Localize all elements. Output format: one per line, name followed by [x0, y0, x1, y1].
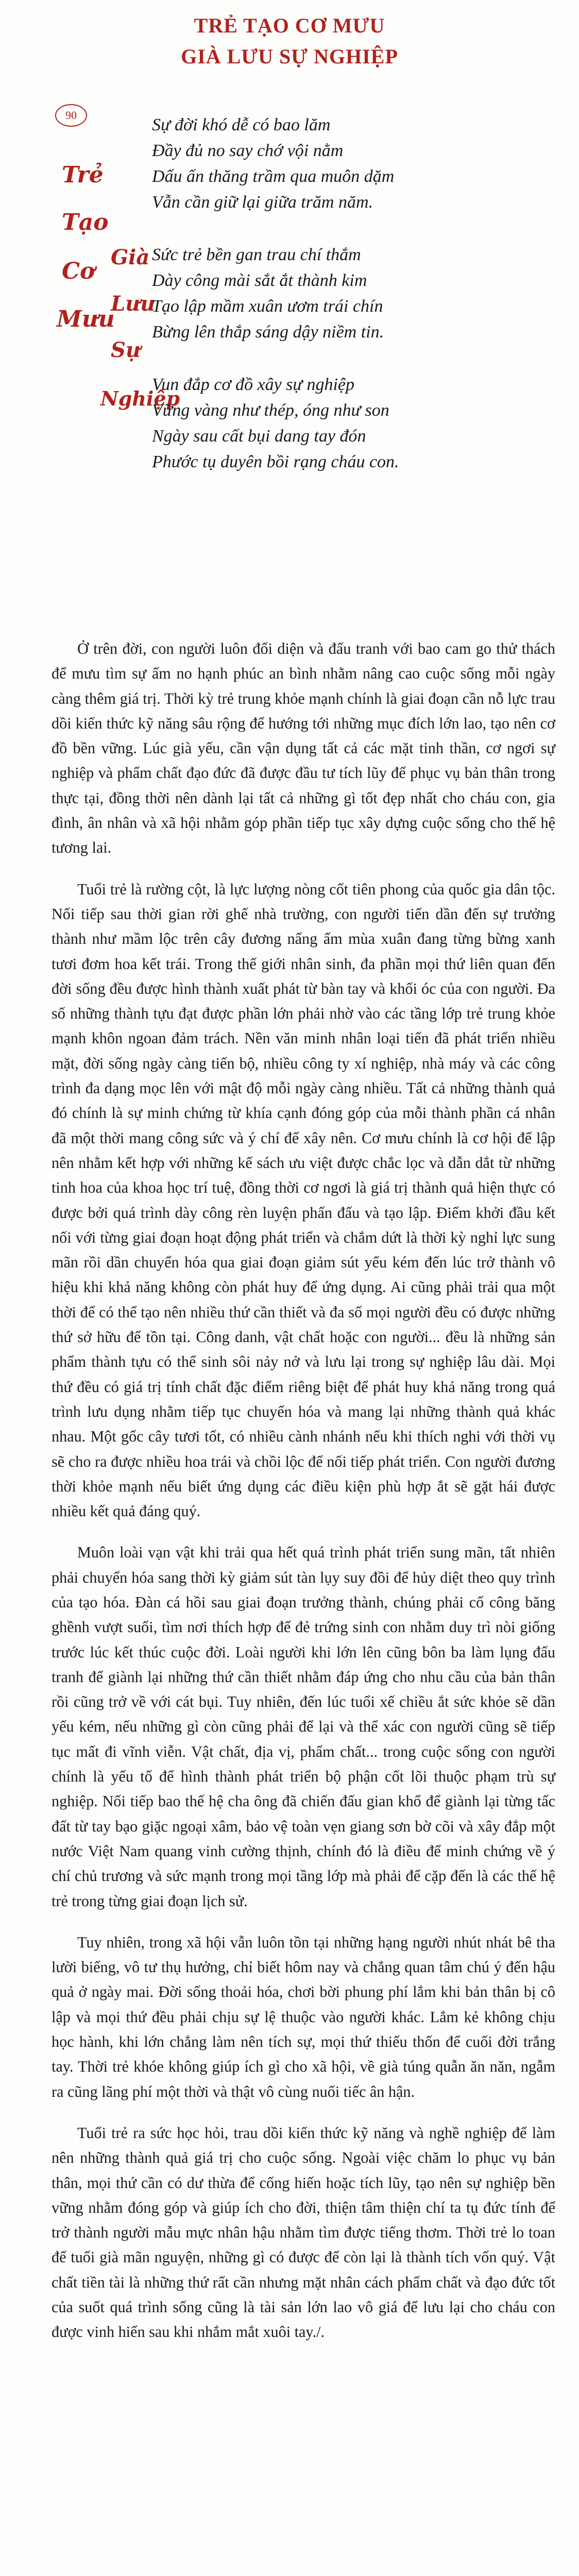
poem-line: Đầy đủ no say chớ vội nằm — [152, 141, 344, 160]
calligraphy-word: Cơ — [62, 258, 95, 284]
body-paragraph: Tuổi trẻ ra sức học hỏi, trau dồi kiến thức kỹ năng và nghề nghiệp để làm nên những thành quả giá trị cho cuộc sống. Ngoài việc chăm lo phục vụ bản thân, mọi thứ cần có dư thừa để cống hiến hoặc tích lũy, tạo nên sự nghiệp bền vững nhằm đóng góp và giúp ích cho đời, thiện tâm thiện chí ta tụ đức tính để trở thành người mẫu mực nhân hậu nhằm tìm được tiếng thơm. Thời trẻ lo toan để tuổi già mãn nguyện, những gì có được để còn lại là thành tích vốn quý. Vật chất tiền tài là những thứ rất cần nhưng mặt nhân cách phẩm chất và đạo đức tốt của suốt quá trình sống cũng là tài sản lớn lao vô giá để lưu lại cho cháu con được vinh hiển sau khi nhắm mắt xuôi tay./. — [52, 2124, 555, 2341]
poem-line: Vững vàng như thép, óng như son — [152, 401, 389, 420]
body-paragraph: Ở trên đời, con người luôn đối diện và đấu tranh với bao cam go thử thách để mưu tìm sự ấm no hạnh phúc an bình nhằm nâng cao cuộc sống mỗi ngày càng thêm giá trị. Thời kỳ trẻ trung khỏe mạnh chính là giai đoạn cần nỗ lực trau dồi kiến thức kỹ năng sâu rộng để hướng tới những mục đích lớn lao, tạo nên cơ đồ bền vững. Lúc già yếu, cần vận dụng tất cả các mặt tinh thần, cơ ngơi sự nghiệp và phẩm chất đạo đức đã được đầu tư tích lũy để phục vụ bản thân trong thực tại, đồng thời nên dành lại tất cả những gì tốt đẹp nhất cho cháu con, gia đình, ân nhân và xã hội nhằm góp phần tiếp tục xây dựng cuộc sống cho thế hệ tương lai. — [52, 640, 555, 857]
poem-line: Bừng lên thắp sáng dậy niềm tin. — [152, 323, 384, 342]
body-paragraph: Tuổi trẻ là rường cột, là lực lượng nòng cốt tiên phong của quốc gia dân tộc. Nối tiếp sau thời gian rời ghế nhà trường, con người tiến dần đến sự trưởng thành như mầm lộc trên cây đương nẩng ấm mùa xuân đang từng bừng xanh tươi đơm hoa kết trái. Trong thế giới nhân sinh, đa phần mọi thứ liên quan đến đời sống đều được hình thành xuất phát từ bàn tay và khối óc của con người. Đa số những thành tựu đạt được phần lớn phải nhờ vào các tầng lớp trẻ trung khỏe mạnh khôn ngoan đảm trách. Nền văn minh nhân loại tiến đã phát triển nhiều mặt, đời sống ngày càng tiến bộ, nhiều công ty xí nghiệp, nhà máy và các công trình đa dạng mọc lên với mật độ mỗi ngày càng nhiều. Tất cả những thành quả đó chính là sự minh chứng từ khía cạnh đóng góp của mỗi thành phần cá nhân đã một thời mang công sức và ý chí để xây nên. Cơ mưu chính là cơ hội để lập nên nhằm kết hợp với những kế sách ưu việt được chắc lọc và dẫn dắt từ những tinh hoa của khoa học trí tuệ, đồng thời cơ ngơi là giá trị thành quả hiện thực có được bởi quá trình dày công rèn luyện phấn đấu và tạo lập. Điểm khởi đầu kết nối với từng giai đoạn hoạt động phát triển và chắm dứt là thời kỳ nghỉ lực sung mãn rồi dần chuyển hóa qua giai đoạn giảm sút yếu kém đến lúc trở thành vô hiệu khi khả năng không còn phát huy để ứng dụng. Ai cũng phải trải qua một thời để có thể tạo nên nhiều thứ cần thiết và đa số mọi người đều có được những thứ sở hữu để tồn tại. Công danh, vật chất hoặc con người... đều là những sản phẩm thành tựu có thể sinh sôi nảy nở và lưu lại trong sự nghiệp lâu dài. Mọi thứ đều có giá trị tính chất đặc điểm riêng biệt để phát huy khả năng trong quá trình lưu dụng nhằm tiếp tục chuyển hóa và mang lại những thành quả khác nhau. Một gốc cây tươi tốt, có nhiều cành nhánh nếu khi thích nghi với thời vụ sẽ cho ra được nhiều hoa trái và chồi lộc để nối tiếp phát triển. Con người đương thời khỏe mạnh nếu biết ứng dụng các điều kiện phù hợp ắt sẽ gặt hái được nhiều kết quả đáng quý. — [52, 880, 555, 1520]
page-number-badge: 90 — [55, 104, 87, 127]
calligraphy-word: Sự — [111, 338, 141, 362]
poem-stanza — [152, 112, 554, 215]
poem-line: Phước tụ duyên bồi rạng cháu con. — [152, 452, 399, 471]
poem-line: Sự đời khó dễ có bao lăm — [152, 115, 331, 134]
calligraphy-word: Lưu — [111, 292, 156, 316]
calligraphy-word: Già — [111, 245, 150, 269]
poem-line: Vẫn cần giữ lại giữa trăm năm. — [152, 193, 373, 212]
calligraphy-word: Tạo — [62, 209, 109, 235]
poem-line: Vun đắp cơ đồ xây sự nghiệp — [152, 375, 354, 394]
poem-line: Tạo lập mầm xuân ươm trái chín — [152, 297, 383, 316]
poem-line: Sức trẻ bền gan trau chí thắm — [152, 245, 361, 264]
calligraphy-word: Trẻ — [62, 162, 104, 188]
poem — [152, 112, 554, 502]
page-title-line-2: GIÀ LƯU SỰ NGHIỆP — [181, 45, 398, 68]
page-title-line-1: TRẺ TẠO CƠ MƯU — [194, 14, 385, 37]
calligraphy-word: Mưu — [57, 306, 115, 332]
poem-line: Dày công mài sắt ắt thành kim — [152, 271, 367, 290]
poem-stanza — [152, 242, 554, 345]
poem-line: Ngày sau cất bụi dang tay đón — [152, 427, 366, 446]
poem-stanza — [152, 372, 554, 475]
body-text — [52, 636, 555, 2361]
calligraphy-word: Nghiệp — [100, 387, 180, 410]
body-paragraph: Muôn loài vạn vật khi trải qua hết quá trình phát triển sung mãn, tất nhiên phải chuyển hóa sang thời kỳ giảm sút tàn lụy suy đồi để hủy diệt theo quy trình của tạo hóa. Đàn cá hồi sau giai đoạn trưởng thành, chúng phải cố công băng ghềnh vượt suối, tìm nơi thích hợp để đẻ trứng sinh con nhằm duy trì nòi giống trước lúc kết thúc cuộc đời. Loài người khi lớn lên cũng bôn ba làm lụng đấu tranh để giành lại những thứ cần thiết nhằm đáp ứng cho nhu cầu của bản thân rồi cũng trở về với cát bụi. Tuy nhiên, đến lúc tuổi xế chiều ắt sức khỏe sẽ dần yếu kém, nếu những gì còn cũng phải để lại và thể xác con người cũng sẽ tiếp tục mất đi vĩnh viễn. Vật chất, địa vị, phẩm chất... trong cuộc sống con người chính là yếu tố để hình thành phát triển bộ phận cốt lõi thuộc phạm trù sự nghiệp. Nối tiếp bao thế hệ cha ông đã chiến đấu gian khổ để giành lại từng tấc đất từ tay bạo giặc ngoại xâm, bảo vệ toàn vẹn giang sơn bờ cõi và xây đắp một nước Việt Nam quang vinh cường thịnh, chính đó là điều để minh chứng về ý chí chủ trương và sức mạnh trong mọi tầng lớp mà phải để cặp đến là các thế hệ trẻ trong từng giai đoạn lịch sử. — [52, 1544, 555, 1910]
poem-line: Dấu ấn thăng trầm qua muôn dặm — [152, 167, 395, 186]
body-paragraph: Tuy nhiên, trong xã hội vẫn luôn tồn tại những hạng người nhút nhát bê tha lười biếng, vô tư thụ hưởng, chỉ biết hôm nay và chẳng quan tâm chú ý đến hậu quả ở ngày mai. Đời sống thoải hóa, chơi bời phung phí lắm khi bản thân bị cô lập và mọi thứ đều phải chịu sự lệ thuộc vào người khác. Lắm kẻ không chịu học hành, khi lớn chẳng làm nên tích sự, mọi thứ thiếu thốn để cuối đời trắng tay. Thời trẻ khóe không giúp ích gì cho xã hội, về già túng quẫn ăn năn, ngẫm ra cũng lãng phí một thời và thật vô cùng nuối tiếc ân hận. — [52, 1933, 555, 2100]
